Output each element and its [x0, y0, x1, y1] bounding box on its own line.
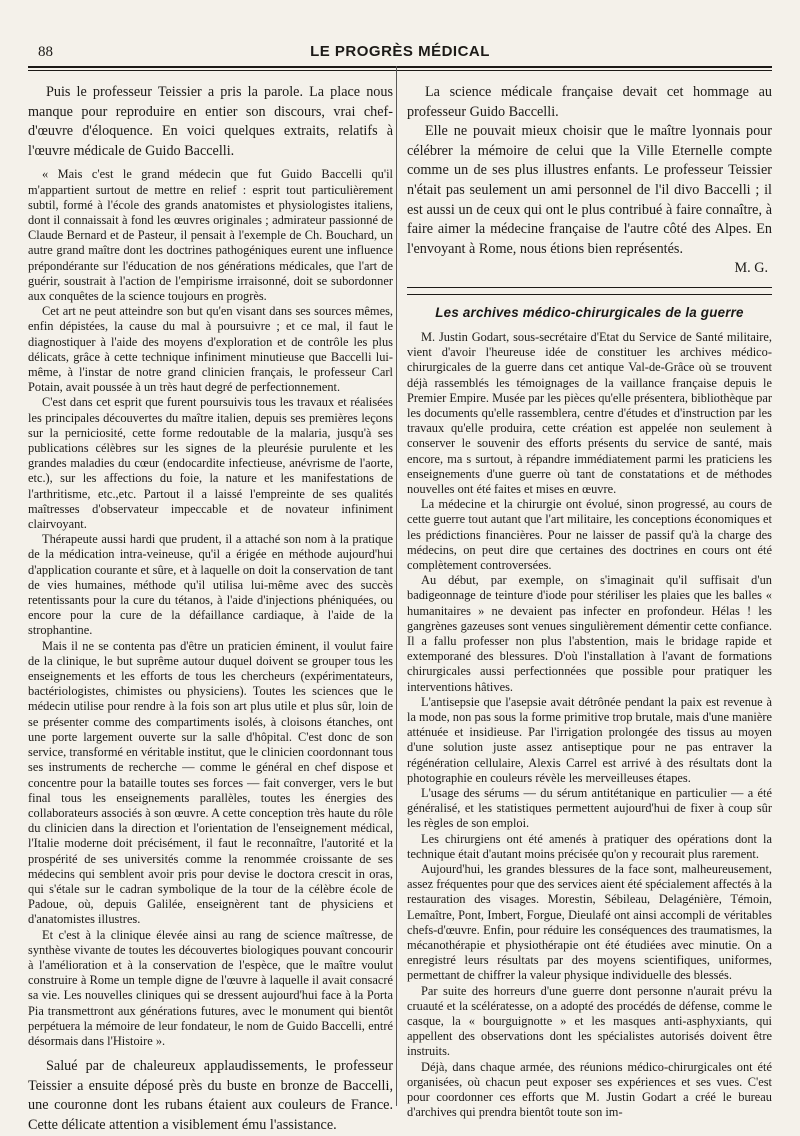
hommage-paragraph: La science médicale française devait cet hommage au professeur Guido Baccelli. — [407, 84, 772, 120]
article-paragraph: M. Justin Godart, sous-secrétaire d'Etat du Service de Santé militaire, vient d'avoir l'heureuse idée de constituer les archives médico-chirurgicales de la guerre dans cet antique Val-de-Grâce où se trouvent déjà rassemblés les témoignages de la vaillance française depuis le Premier Empire. Musée par les pièces qu'elle présentera, bibliothèque par les documents qu'elle rassemblera, centre d'études et d'instruction par les travaux qu'elle produira, cette création est appelée non seulement à conserver le souvenir des efforts présents du service de santé, mais encore, ma s surtout, à répandre immédiatement parmi les praticiens les enseignements d'une guerre où tant de constatations et de méthodes nouvelles ont été faites et mises en œuvre. — [407, 329, 772, 496]
section-separator — [407, 287, 772, 288]
signature: M. G. — [734, 260, 768, 277]
intro-paragraph: Puis le professeur Teissier a pris la parole. La place nous manque pour reproduire en entier son discours, vrai chef-d'œuvre d'éloquence. En voici quelques extraits, relatifs à l'œuvre médicale de Guido Baccelli. — [28, 84, 393, 159]
quote-paragraph: Et c'est à la clinique élevée ainsi au rang de science maîtresse, de synthèse vivante de toutes les découvertes biologiques pouvant concourir à l'amélioration et à la conservation de l'espèce, que le maître voulut construire à Rome un temple digne de l'œuvre à laquelle il avait consacré sa vie. Les nouvelles cliniques qui se dressent aujourd'hui face à la Porta Pia transmettront aux générations futures, avec le monument qui bientôt perpétuera la mémoire de leur fondateur, le nom de Guido Baccelli, entré désormais dans l'Histoire ». — [28, 927, 393, 1048]
header-rule-thin — [28, 70, 772, 71]
right-column — [407, 83, 772, 1136]
article-paragraph: Par suite des horreurs d'une guerre dont personne n'aurait prévu la cruauté et la scélératesse, on a adopté des procédés de défense, comme le casque, la « bourguignotte » et les masques anti-asphyxiants, qui appellent des observations dont les spécialistes autorisés doivent être instruits. — [407, 983, 772, 1059]
quote-paragraph: C'est dans cet esprit que furent poursuivis tous les travaux et réalisées les principales découvertes du maître italien, depuis ses premières leçons sur la perniciosité, cette forme redoutable de la malaria, jusqu'à ses publications célèbres sur les signes de la pleurésie purulente et les grandes maladies du cœur (endocardite infectieuse, anévrisme de l'aorte, etc.), sur les affections du foie, la nature et les manifestations de l'arthritisme, etc.,etc. Partout il a laissé l'empreinte de ses qualités maîtresses d'observateur impeccable et de novateur infiniment clairvoyant. — [28, 395, 393, 532]
section-separator-thin — [407, 294, 772, 295]
newspaper-page — [28, 38, 772, 1136]
article-paragraph: L'usage des sérums — du sérum antitétanique en particulier — a été généralisé, et les statistiques permettent aujourd'hui de fixer à coup sûr les règles de son emploi. — [407, 786, 772, 831]
left-column — [28, 83, 393, 1136]
closing-paragraph: Salué par de chaleureux applaudissements, le professeur Teissier a ensuite déposé près du buste en bronze de Baccelli, une couronne dont les rubans étaient aux couleurs de France. Cette délicate attention a visiblement ému l'assistance. — [28, 1058, 393, 1133]
quote-paragraph: « Mais c'est le grand médecin que fut Guido Baccelli qu'il m'appartient surtout de mettre en relief : esprit tout particulièrement subtil, formé à l'école des grands anatomistes et physiologistes italiens, dont il connaissait à fond les œuvres originales ; admirateur passionné de Claude Bernard et de Pasteur, il pensait à l'exemple de Ch. Bouchard, un autre grand maître dont les doctrines pathogéniques eurent une influence prépondérante sur l'éducation de nos générations médicales, que l'art de guérir, soustrait à l'action de l'empirisme irraisonné, doit se subordonner aux conquêtes de la science toujours en progrès. — [28, 167, 393, 303]
article-paragraph: L'antisepsie que l'asepsie avait détrônée pendant la paix est revenue à la mode, non pas sous la forme primitive trop brutale, mais d'une manière atténuée et insidieuse. Par l'irrigation prolongée des tissus au moyen d'une solution juste assez antiseptique pour ne pas entraver la régénération cellulaire, Alexis Carrel est arrivé à des résultats dont la photographie en couleurs révèle les merveilleuses étapes. — [407, 694, 772, 785]
article-paragraph: Aujourd'hui, les grandes blessures de la face sont, malheureusement, assez fréquentes pour que des services aient été spécialement affectés à la restauration des visages. Morestin, Sébileau, Delagénière, Témoin, Lemaître, Pont, Imbert, Forgue, Dieulafé ont ainsi accompli de véritables chefs-d'œuvre. Enfin, pour réduire les conséquences des traumatismes, la mécanothérapie et physiothérapie ont été étudiées avec minutie. On a enregistré leurs résultats par des moyens scientifiques, uniformes, permettant de chiffrer la valeur physique individuelle des blessés. — [407, 862, 772, 983]
page-number: 88 — [38, 44, 53, 60]
article-paragraph: Déjà, dans chaque armée, des réunions médico-chirurgicales ont été organisées, où chacun peut exposer ses expériences et ses vues. C'est pour coordonner ces efforts que M. Justin Godart a créé le bureau d'archives qui prendra bientôt toute son im- — [407, 1059, 772, 1120]
quote-paragraph: Cet art ne peut atteindre son but qu'en visant dans ses sources mêmes, enfin dépistées, la cause du mal à poursuivre ; et ce mal, il faut le diagnostiquer à l'aide des moyens d'exploration et de contrôle les plus délicats, grâce à cette technique infiniment minutieuse que Baccelli lui-même, à l'instar de notre grand clinicien français, le professeur Carl Potain, avait poussée à un très haut degré de perfectionnement. — [28, 304, 393, 395]
article-paragraph: Au début, par exemple, on s'imaginait qu'il suffisait d'un badigeonnage de teinture d'iode pour stériliser les plaies que les balles « humanitaires » ne devaient pas infecter en profondeur. Hélas ! les gangrènes gazeuses sont venues singulièrement démentir cette confiance. Il a fallu professer non plus l'abstention, mais le bridage rapide et extemporané des blessures. D'où l'installation à l'avant de formations chirurgicales aussi perfectionnées que possible pour pratiquer les interventions hâtives. — [407, 573, 772, 694]
article-paragraph: La médecine et la chirurgie ont évolué, sinon progressé, au cours de cette guerre tout autant que l'art militaire, les conceptions économiques et les prédictions financières. Pour ne laisser de passif qu'à la charge des médecins, on peut dire que certaines des doctrines en cours ont été complètement controversées. — [407, 497, 772, 572]
page-header — [28, 38, 772, 64]
header-rule — [28, 66, 772, 68]
columns — [28, 83, 772, 1136]
hommage-paragraph: Elle ne pouvait mieux choisir que le maître lyonnais pour célébrer la mémoire de celui que la Ville Eternelle compte comme un de ses plus illustres enfants. Le professeur Teissier n'était pas seulement un ami personnel de l'il divo Baccelli ; il est aussi un de ceux qui ont le plus contribué à faire connaître, à faire aimer la médecine française de l'autre côté des Alpes. En l'envoyant à Rome, nous étions bien représentés. — [407, 123, 772, 257]
journal-title: LE PROGRÈS MÉDICAL — [310, 43, 490, 60]
quote-paragraph: Mais il ne se contenta pas d'être un praticien éminent, il voulut faire de la clinique, le but suprême autour duquel doivent se grouper tous les enseignements et les efforts de tous les chercheurs (expérimentateurs, bactériologistes, chimistes ou physiciens). Toutes les sciences que le médecin utilise pour rendre à la fois son art plus utile et plus sûr, loin de se présenter comme des compartiments isolés, à cloisons étanches, ont une porte largement ouverte sur la salle d'hôpital. C'est donc de son service, transformé en véritable institut, que le clinicien coordonnant tous ses instruments de recherche — comme le général en chef dispose et concentre pour la bataille toutes ses forces — fait converger, vers le but final tous les enseignements parallèles, toutes les énergies des collaborateurs associés à son œuvre. A cette conception très haute du rôle du clinicien dans la direction et l'orientation de l'enseignement médical, l'Italie moderne doit précisément, il faut le reconnaître, l'autorité et la prospérité de ses universités comme la renommée croissante de ses médecins qui semblent avoir pris pour devise le doctora crescit in oras, qui s'étale sur le cadran symbolique de la tour de la célèbre école de Padoue, où, depuis Galilée, enseignèrent tant de physiciens et d'anatomistes illustres. — [28, 638, 393, 927]
quote-paragraph: Thérapeute aussi hardi que prudent, il a attaché son nom à la pratique de la médication intra-veineuse, qu'il a érigée en méthode aujourd'hui d'application courante et sûre, et à laquelle on doit la conservation de tant de vies humaines, méthode qu'il utilisa lui-même avec des succès retentissants pour la cure du tétanos, à l'aide d'injections phéniquées, ou encore pour la cure de la défaillance cardiaque, à l'aide de la strophantine. — [28, 532, 393, 638]
column-divider — [396, 66, 397, 1106]
article-paragraph: Les chirurgiens ont été amenés à pratiquer des opérations dont la technique était d'autant moins précisée qu'on y recourait plus rarement. — [407, 831, 772, 861]
section-title: Les archives médico-chirurgicales de la guerre — [435, 304, 744, 320]
